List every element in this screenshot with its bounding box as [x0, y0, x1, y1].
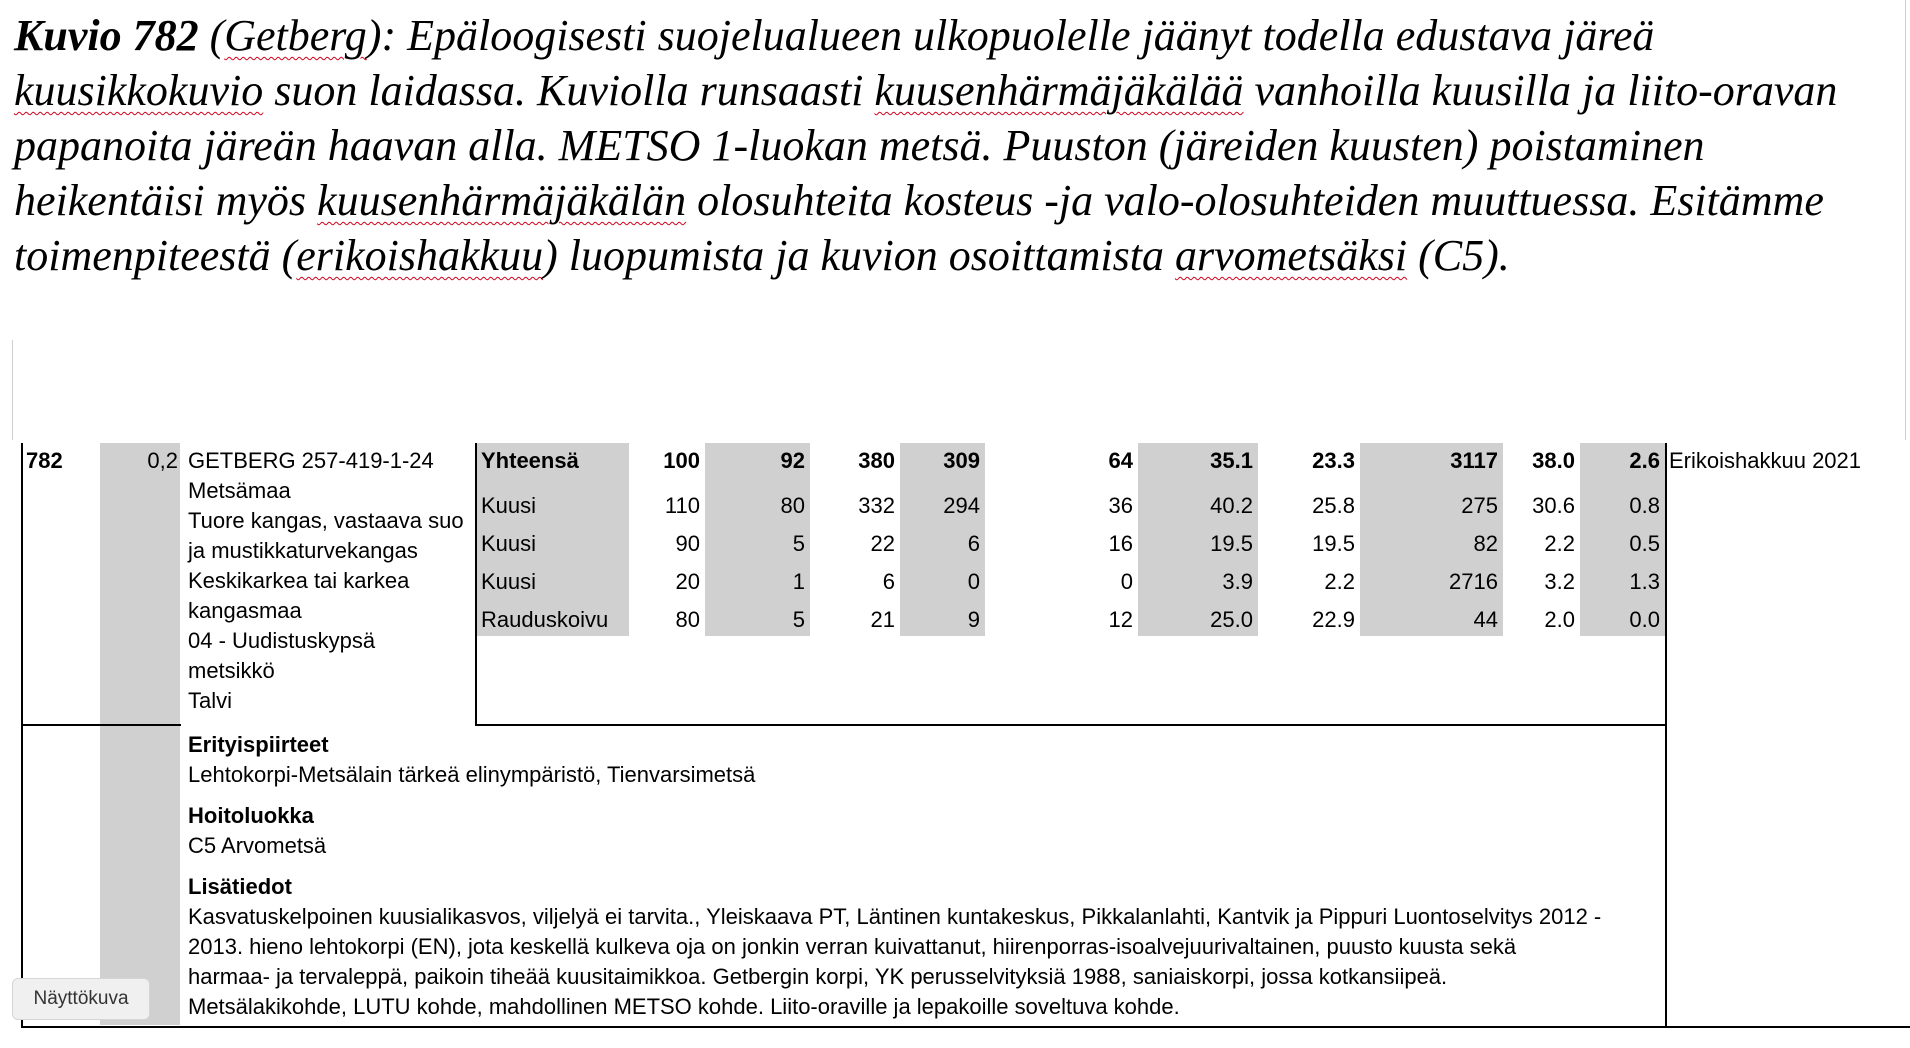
planned-action: Erikoishakkuu 2021: [1669, 448, 1862, 473]
table-cell: 36: [1108, 493, 1133, 518]
stand-description-line: metsikkö: [188, 658, 275, 683]
table-cell: 5: [792, 531, 805, 556]
table-cell: 90: [675, 531, 700, 556]
table-cell: 2.2: [1324, 569, 1355, 594]
erityispiirteet-title: Erityispiirteet: [188, 732, 329, 757]
lisatiedot-line: Metsälakikohde, LUTU kohde, mahdollinen METSO kohde. Liito-oraville ja lepakoille soveltuva kohde.: [188, 994, 1180, 1019]
table-cell: 0.5: [1629, 531, 1660, 556]
table-cell: 3.9: [1222, 569, 1253, 594]
stand-description-line: ja mustikkaturvekangas: [188, 538, 418, 563]
species-name: Rauduskoivu: [481, 607, 609, 632]
table-cell: 2.6: [1629, 448, 1660, 473]
spellcheck-word[interactable]: arvometsäksi: [1174, 231, 1408, 280]
table-cell: 19.5: [1210, 531, 1253, 556]
table-cell: 3117: [1450, 448, 1498, 473]
table-cell: 100: [663, 448, 700, 473]
table-cell: 5: [792, 607, 805, 632]
table-cell: 92: [780, 448, 805, 473]
table-cell: 80: [675, 607, 700, 632]
total-row-label: Yhteensä: [481, 448, 579, 473]
table-cell: 2.2: [1544, 531, 1575, 556]
stand-description-line: Metsämaa: [188, 478, 291, 503]
stand-description-line: Talvi: [188, 688, 233, 713]
screenshot-badge[interactable]: Näyttökuva: [12, 978, 150, 1020]
table-cell: 0.0: [1629, 607, 1660, 632]
stand-id: 782: [26, 448, 63, 473]
table-cell: 22: [870, 531, 895, 556]
table-cell: 19.5: [1312, 531, 1355, 556]
table-cell: 23.3: [1312, 448, 1355, 473]
spellcheck-word[interactable]: Getberg: [224, 11, 367, 60]
table-cell: 0: [967, 569, 980, 594]
table-cell: 332: [858, 493, 895, 518]
table-cell: 0.8: [1629, 493, 1660, 518]
table-cell: 1: [792, 569, 805, 594]
spellcheck-word[interactable]: erikoishakkuu: [296, 231, 544, 280]
comment-paragraph: Kuvio 782 (Getberg): Epäloogisesti suojelualueen ulkopuolelle jäänyt todella edustava järeä kuusikkokuvio suon laidassa. Kuviolla runsaasti kuusenhärmäjäkälää vanhoilla kuusilla ja liito-oravan papanoita järeän haavan alla. METSO 1-luokan metsä. Puuston (järeiden kuusten) poistaminen heikentäisi myös kuusenhärmäjäkälän olosuhteita kosteus -ja valo-olosuhteiden muuttuessa. Esitämme toimenpiteestä (erikoishakkuu) luopumista ja kuvion osoittamista arvometsäksi (C5).: [14, 11, 1838, 280]
table-cell: 25.0: [1210, 607, 1253, 632]
erityispiirteet-text: Lehtokorpi-Metsälain tärkeä elinympäristö, Tienvarsimetsä: [188, 762, 756, 787]
table-cell: 6: [882, 569, 895, 594]
lisatiedot-title: Lisätiedot: [188, 874, 292, 899]
table-cell: 22.9: [1312, 607, 1355, 632]
stand-description-line: 04 - Uudistuskypsä: [188, 628, 376, 653]
table-cell: 1.3: [1629, 569, 1660, 594]
species-name: Kuusi: [481, 531, 537, 556]
table-cell: 2716: [1449, 569, 1498, 594]
species-name: Kuusi: [481, 493, 537, 518]
lisatiedot-line: harmaa- ja tervaleppä, paikoin tiheää kuusitaimikkoa. Getbergin korpi, YK perusselvityksiä 1988, saniaiskorpi, jossa kotkansiipeä.: [188, 964, 1448, 989]
lisatiedot-line: 2013. hieno lehtokorpi (EN), jota keskellä kulkeva oja on jonkin verran kuivattanut, hiirenporras-isoalvejuurivaltainen, puusto kuusta sekä: [188, 934, 1517, 959]
table-cell: 6: [967, 531, 980, 556]
table-cell: 21: [870, 607, 895, 632]
table-cell: 309: [943, 448, 980, 473]
table-cell: 9: [967, 607, 980, 632]
table-cell: 275: [1461, 493, 1498, 518]
table-cell: 16: [1108, 531, 1133, 556]
table-cell: 20: [675, 569, 700, 594]
stand-description-line: Keskikarkea tai karkea: [188, 568, 410, 593]
table-cell: 12: [1108, 607, 1133, 632]
stand-area: 0,2: [147, 448, 178, 473]
table-cell: 40.2: [1210, 493, 1253, 518]
spellcheck-word[interactable]: kuusikkokuvio: [14, 66, 264, 115]
hoitoluokka-text: C5 Arvometsä: [188, 833, 327, 858]
stand-description-line: GETBERG 257-419-1-24: [188, 448, 434, 473]
hoitoluokka-title: Hoitoluokka: [188, 803, 314, 828]
species-name: Kuusi: [481, 569, 537, 594]
kuvio-heading: Kuvio 782: [14, 11, 199, 60]
spellcheck-word[interactable]: kuusenhärmäjäkälää: [874, 66, 1244, 115]
table-cell: 25.8: [1312, 493, 1355, 518]
table-cell: 0: [1120, 569, 1133, 594]
table-cell: 38.0: [1532, 448, 1575, 473]
table-cell: 80: [780, 493, 805, 518]
lisatiedot-line: Kasvatuskelpoinen kuusialikasvos, viljelyä ei tarvita., Yleiskaava PT, Läntinen kuntakeskus, Pikkalanlahti, Kantvik ja Pippuri Luontoselvitys 2012 -: [188, 904, 1602, 929]
table-cell: 110: [664, 493, 700, 518]
table-cell: 380: [858, 448, 895, 473]
table-cell: 3.2: [1544, 569, 1575, 594]
table-cell: 64: [1108, 448, 1133, 473]
table-cell: 294: [943, 493, 980, 518]
table-cell: 2.0: [1544, 607, 1575, 632]
spellcheck-word[interactable]: kuusenhärmäjäkälän: [317, 176, 687, 225]
table-cell: 82: [1473, 531, 1498, 556]
table-cell: 30.6: [1532, 493, 1575, 518]
stand-description-line: kangasmaa: [188, 598, 302, 623]
stand-description-line: Tuore kangas, vastaava suo: [188, 508, 464, 533]
table-cell: 35.1: [1210, 448, 1253, 473]
table-cell: 44: [1473, 607, 1498, 632]
